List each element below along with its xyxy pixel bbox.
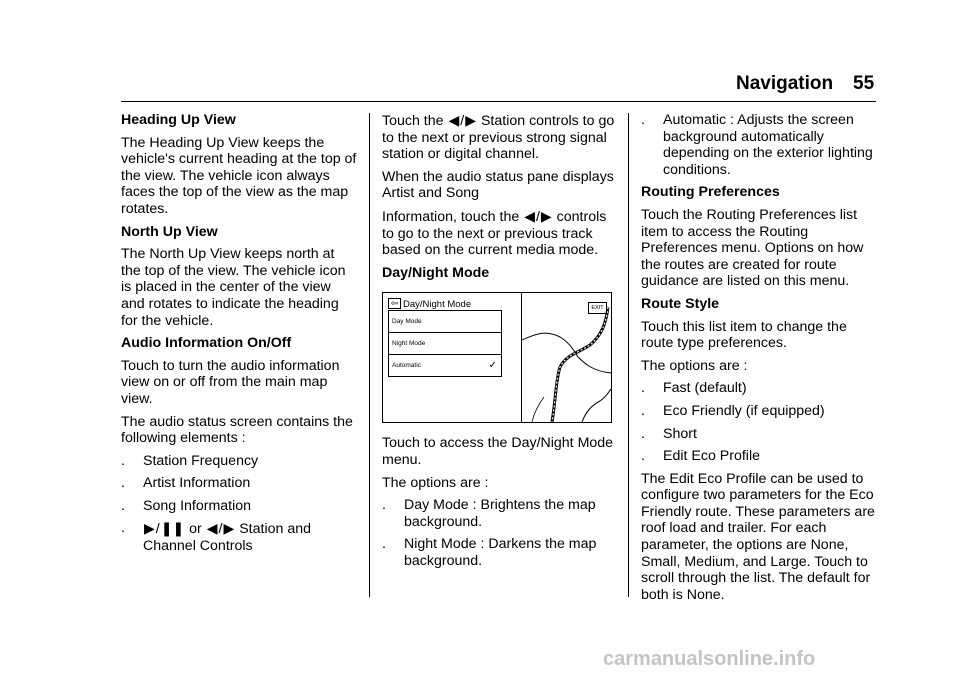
audio-pane-text-1: When the audio status pane displays Artist and Song (382, 168, 614, 202)
screen-exit-button: EXIT (588, 302, 607, 314)
bullet-text: Short (663, 425, 697, 442)
station-channel-controls (143, 520, 358, 554)
list-item (641, 426, 881, 443)
list-item (121, 520, 358, 554)
list-item (121, 453, 358, 470)
or-text: or (189, 521, 202, 538)
route-style-title: Route Style (641, 295, 720, 312)
audio-pane-text-3: controls to go to the next or previous track based on the current media mode. (382, 208, 607, 259)
bullet-mark: . (641, 112, 645, 128)
screen-menu-item-automatic (389, 355, 501, 376)
bullet-mark: . (641, 380, 645, 397)
column-2 (382, 112, 620, 576)
routing-prefs-body: Touch the Routing Preferences list item to access the Routing Preferences menu. Options on how the routes are created for route guidance are listed on this menu. (641, 206, 864, 290)
bullet-text: Night Mode : Darkens the map background. (404, 536, 597, 569)
heading-up-title: Heading Up View (121, 112, 236, 128)
day-night-body: Touch to access the Day/Night Mode menu. (382, 435, 614, 468)
station-controls-rest: Station controls to go to the next or previous strong signal station or digital channel. (382, 113, 615, 163)
seek-back-icon: ◀ (448, 112, 460, 128)
bullet-text: Edit Eco Profile (663, 448, 760, 465)
touch-the-text: Touch the (382, 113, 444, 129)
section-title: Navigation (736, 73, 834, 94)
column-1 (121, 112, 358, 561)
options-intro: The options are : (641, 357, 748, 374)
list-item (121, 475, 358, 492)
screen-menu-item: Day Mode (389, 311, 501, 333)
pause-icon: ❚❚ (160, 520, 185, 537)
station-controls-para: Touch the ◀/▶ Station controls to go to the next or previous strong signal station or digital channel. (382, 112, 615, 163)
bullet-text: Artist Information (143, 475, 251, 492)
list-item (382, 536, 620, 569)
audio-pane-para (382, 169, 620, 202)
seek-back-icon: ◀ (524, 207, 535, 224)
screen-title: Day/Night Mode (403, 299, 472, 311)
bullet-mark: . (121, 475, 125, 492)
slash: / (155, 521, 160, 538)
list-item (641, 403, 881, 420)
routing-prefs-title: Routing Preferences (641, 184, 780, 201)
list-item (382, 497, 620, 530)
screen-menu-item-label: Automatic (392, 362, 421, 370)
audio-pane-para-2: Information, touch the ◀/▶ controls to go to the next or previous track based on the current media mode. (382, 207, 607, 259)
day-night-title: Day/Night Mode (382, 264, 490, 281)
column-divider (628, 113, 629, 597)
eco-profile-body: The Edit Eco Profile can be used to configure two parameters for the Eco Friendly route. These parameters are roof load and trailer. For each parameter, the options are None, Small, Medium, and Large. Touch to scroll through the list. The default for both is None. (641, 470, 875, 603)
controls-label: Station and Channel Controls (143, 521, 311, 555)
bullet-text: Eco Friendly (if equipped) (663, 402, 825, 419)
header-rule (121, 101, 876, 102)
audio-info-body: Touch to turn the audio information view on or off from the main map view. (121, 357, 340, 407)
north-up-body: The North Up View keeps north at the top of the view. The vehicle icon is placed in the center of the view and rotates to indicate the heading for the vehicle. (121, 246, 346, 329)
bullet-text: Station Frequency (143, 452, 259, 469)
list-item (641, 380, 881, 397)
audio-info-title: Audio Information On/Off (121, 335, 292, 352)
page-header (0, 0, 960, 110)
audio-pane-text-2: Information, touch the (382, 208, 520, 225)
north-up-title: North Up View (121, 223, 218, 240)
slash: / (218, 521, 223, 538)
options-intro: The options are : (382, 474, 489, 491)
list-item (641, 448, 881, 465)
back-arrow-icon: ⇦ (388, 298, 401, 309)
list-item (641, 112, 881, 178)
column-divider (369, 113, 370, 597)
column-3 (641, 112, 881, 609)
seek-forward-icon: ▶ (465, 112, 476, 128)
bullet-mark: . (641, 402, 645, 419)
bullet-mark: . (382, 497, 386, 514)
bullet-mark: . (641, 425, 645, 442)
page-number: 55 (853, 73, 875, 94)
bullet-mark: . (121, 520, 125, 537)
heading-up-body: The Heading Up View keeps the vehicle's current heading at the top of the view. The vehicle icon always faces the top of the view as the map rotates. (121, 134, 357, 217)
bullet-text: Automatic : Adjusts the screen background automatically depending on the exterior lighting conditions. (663, 112, 873, 178)
seek-forward-icon: ▶ (223, 520, 235, 537)
day-night-screen-illustration (382, 292, 612, 423)
bullet-mark: . (121, 497, 125, 514)
screen-menu-item: Night Mode (389, 333, 501, 355)
seek-forward-icon: ▶ (540, 207, 552, 224)
bullet-text: Song Information (143, 497, 252, 514)
check-icon: ✓ (488, 360, 497, 372)
play-icon: ▶ (144, 520, 155, 537)
bullet-mark: . (121, 452, 125, 469)
bullet-mark: . (382, 536, 386, 553)
route-style-body: Touch this list item to change the route type preferences. (641, 318, 847, 352)
screen-menu (388, 310, 502, 377)
watermark: carmanualsonline.info (603, 648, 816, 670)
seek-back-icon: ◀ (206, 520, 218, 537)
bullet-text: Day Mode : Brightens the map background. (404, 497, 596, 530)
list-item (121, 498, 358, 515)
bullet-text: Fast (default) (663, 380, 747, 397)
audio-status-intro: The audio status screen contains the following elements : (121, 413, 353, 447)
bullet-mark: . (641, 448, 645, 465)
